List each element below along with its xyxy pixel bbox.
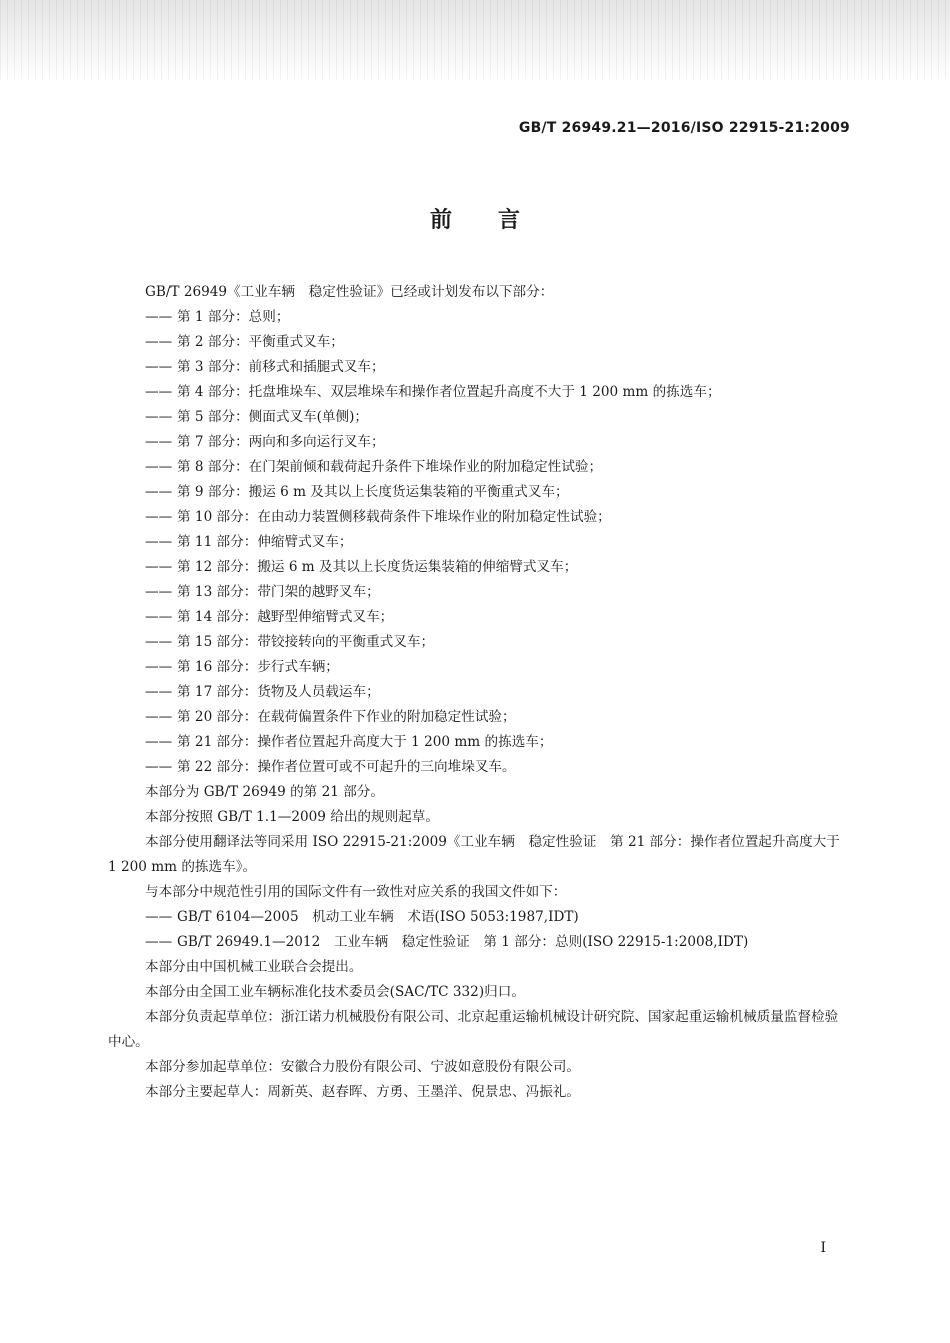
em-dash-marker: —— xyxy=(145,709,173,725)
centralized-paragraph: 本部分由全国工业车辆标准化技术委员会(SAC/TC 332)归口。 xyxy=(145,984,525,1000)
em-dash-marker: —— xyxy=(145,659,173,675)
reference-list-item xyxy=(108,905,848,930)
part-list-item xyxy=(108,505,848,530)
em-dash-marker: —— xyxy=(145,584,173,600)
em-dash-marker: —— xyxy=(145,484,173,500)
document-body xyxy=(108,280,848,1105)
part-list-item-text: 第 5 部分：侧面式叉车(单侧)； xyxy=(177,409,369,425)
part-list-item-text: 第 14 部分：越野型伸缩臂式叉车； xyxy=(177,609,394,625)
part-list-item xyxy=(108,580,848,605)
em-dash-marker: —— xyxy=(145,909,173,925)
part-list-item-text: 第 20 部分：在载荷偏置条件下作业的附加稳定性试验； xyxy=(177,709,516,725)
em-dash-marker: —— xyxy=(145,409,173,425)
translation-paragraph: 本部分使用翻译法等同采用 ISO 22915-21:2009《工业车辆 稳定性验证 第 21 部分：操作者位置起升高度大于 1 200 mm 的拣选车》。 xyxy=(108,834,840,875)
em-dash-marker: —— xyxy=(145,334,173,350)
reference-list-item xyxy=(108,930,848,955)
em-dash-marker: —— xyxy=(145,384,173,400)
part-list-item-text: 第 16 部分：步行式车辆； xyxy=(177,659,339,675)
reference-list-item-text: GB/T 6104—2005 机动工业车辆 术语(ISO 5053:1987,IDT) xyxy=(177,909,579,925)
part-list-item-text: 第 11 部分：伸缩臂式叉车； xyxy=(177,534,353,550)
em-dash-marker: —— xyxy=(145,634,173,650)
part-list-item xyxy=(108,530,848,555)
em-dash-marker: —— xyxy=(145,734,173,750)
responsible-drafters-paragraph: 本部分负责起草单位：浙江诺力机械股份有限公司、北京起重运输机械设计研究院、国家起重运输机械质量监督检验中心。 xyxy=(108,1009,839,1050)
part-list-item xyxy=(108,430,848,455)
em-dash-marker: —— xyxy=(145,559,173,575)
parts-list xyxy=(108,305,848,780)
em-dash-marker: —— xyxy=(145,359,173,375)
part-list-item-text: 第 1 部分：总则； xyxy=(177,309,290,325)
part-list-item-text: 第 17 部分：货物及人员载运车； xyxy=(177,684,380,700)
part-list-item xyxy=(108,630,848,655)
scan-artifact xyxy=(0,0,950,80)
part-list-item-text: 第 21 部分：操作者位置起升高度大于 1 200 mm 的拣选车； xyxy=(177,734,553,750)
em-dash-marker: —— xyxy=(145,459,173,475)
part-list-item-text: 第 12 部分：搬运 6 m 及其以上长度货运集装箱的伸缩臂式叉车； xyxy=(177,559,578,575)
part-list-item xyxy=(108,405,848,430)
em-dash-marker: —— xyxy=(145,309,173,325)
part-list-item-text: 第 3 部分：前移式和插腿式叉车； xyxy=(177,359,385,375)
proposed-by-paragraph: 本部分由中国机械工业联合会提出。 xyxy=(145,959,363,975)
part-list-item-text: 第 13 部分：带门架的越野叉车； xyxy=(177,584,380,600)
part-list-item xyxy=(108,455,848,480)
em-dash-marker: —— xyxy=(145,609,173,625)
part-list-item xyxy=(108,555,848,580)
em-dash-marker: —— xyxy=(145,434,173,450)
part-list-item xyxy=(108,755,848,780)
part-list-item-text: 第 7 部分：两向和多向运行叉车； xyxy=(177,434,385,450)
part-list-item-text: 第 2 部分：平衡重式叉车； xyxy=(177,334,344,350)
page-number: I xyxy=(820,1240,826,1256)
part-list-item xyxy=(108,730,848,755)
page-title: 前言 xyxy=(429,208,566,233)
part-list-item xyxy=(108,480,848,505)
part-list-item xyxy=(108,655,848,680)
reference-list-item-text: GB/T 26949.1—2012 工业车辆 稳定性验证 第 1 部分：总则(ISO 22915-1:2008,IDT) xyxy=(177,934,749,950)
part-list-item-text: 第 10 部分：在由动力装置侧移载荷条件下堆垛作业的附加稳定性试验； xyxy=(177,509,611,525)
part-list-item-text: 第 9 部分：搬运 6 m 及其以上长度货运集装箱的平衡重式叉车； xyxy=(177,484,569,500)
part-list-item-text: 第 15 部分：带铰接转向的平衡重式叉车； xyxy=(177,634,435,650)
part-list-item-text: 第 4 部分：托盘堆垛车、双层堆垛车和操作者位置起升高度不大于 1 200 mm 的拣选车； xyxy=(177,384,721,400)
drafting-rules-paragraph: 本部分按照 GB/T 1.1—2009 给出的规则起草。 xyxy=(145,809,439,825)
part-list-item-text: 第 22 部分：操作者位置可或不可起升的三向堆垛叉车。 xyxy=(177,759,516,775)
part-list-item xyxy=(108,605,848,630)
em-dash-marker: —— xyxy=(145,759,173,775)
part-list-item-text: 第 8 部分：在门架前倾和载荷起升条件下堆垛作业的附加稳定性试验； xyxy=(177,459,603,475)
part-list-item xyxy=(108,355,848,380)
participating-drafters-paragraph: 本部分参加起草单位：安徽合力股份有限公司、宁波如意股份有限公司。 xyxy=(145,1059,580,1075)
part-list-item xyxy=(108,380,848,405)
correspondence-paragraph: 与本部分中规范性引用的国际文件有一致性对应关系的我国文件如下： xyxy=(145,884,567,900)
standard-number-header: GB/T 26949.21—2016/ISO 22915-21:2009 xyxy=(518,120,850,136)
part-list-item xyxy=(108,330,848,355)
reference-list xyxy=(108,905,848,955)
part-list-item xyxy=(108,705,848,730)
em-dash-marker: —— xyxy=(145,934,173,950)
em-dash-marker: —— xyxy=(145,684,173,700)
em-dash-marker: —— xyxy=(145,509,173,525)
part-list-item xyxy=(108,305,848,330)
main-drafters-paragraph: 本部分主要起草人：周新英、赵春晖、方勇、王墨洋、倪景忠、冯振礼。 xyxy=(145,1084,580,1100)
em-dash-marker: —— xyxy=(145,534,173,550)
part-list-item xyxy=(108,680,848,705)
part-of-paragraph: 本部分为 GB/T 26949 的第 21 部分。 xyxy=(145,784,384,800)
intro-paragraph: GB/T 26949《工业车辆 稳定性验证》已经或计划发布以下部分： xyxy=(145,284,554,300)
